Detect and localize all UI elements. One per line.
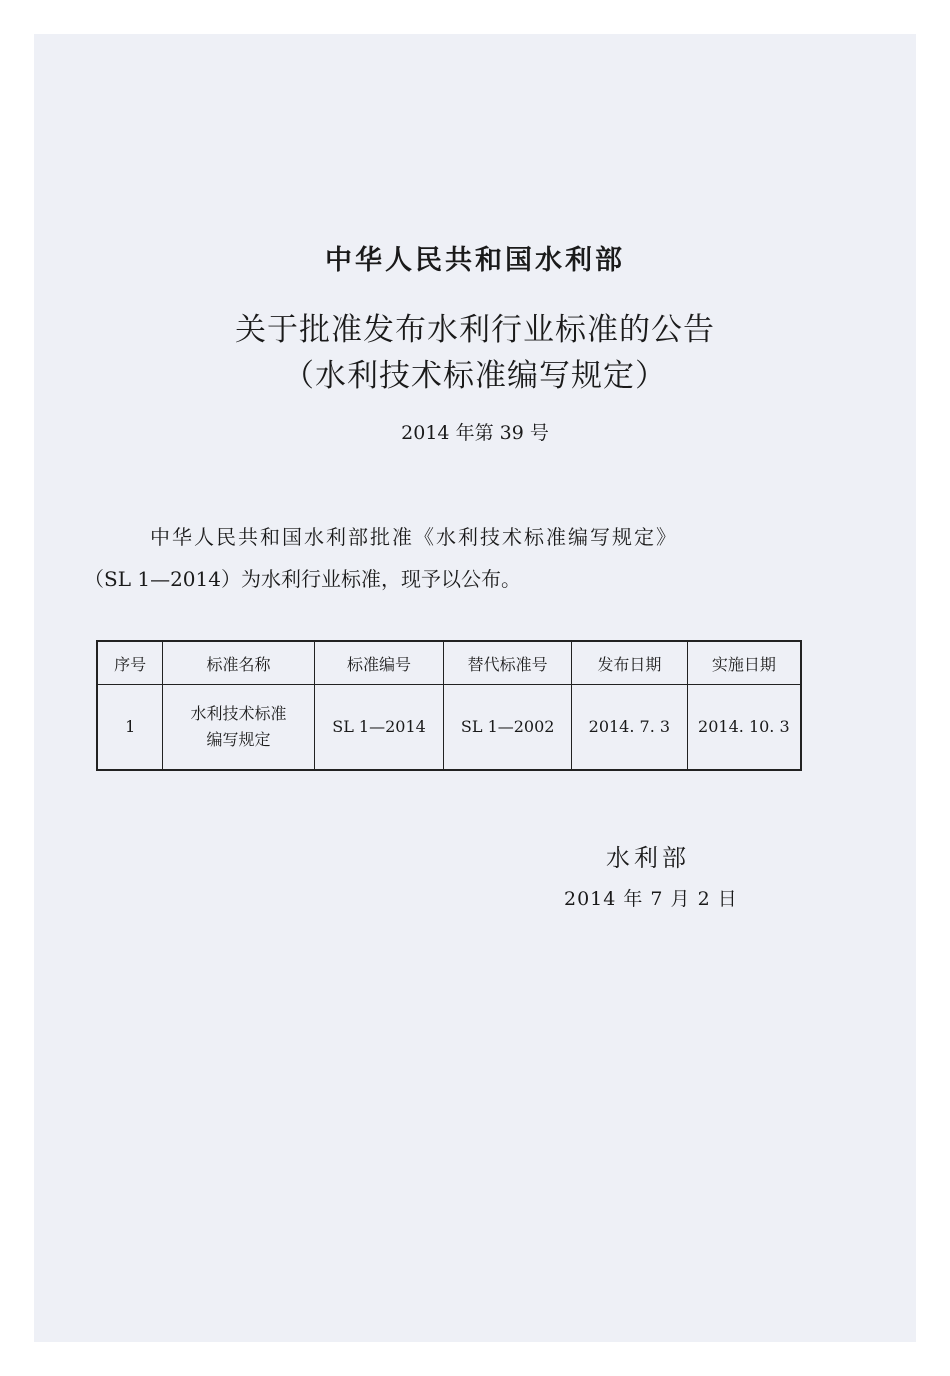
cell-effective-date: 2014. 10. 3 — [687, 685, 801, 771]
cell-standard-name-line-1: 水利技术标准 — [190, 704, 287, 723]
announcement-title: 关于批准发布水利行业标准的公告 — [235, 312, 715, 348]
announcement-subtitle: （水利技术标准编写规定） — [283, 358, 667, 394]
cell-standard-name — [163, 685, 314, 771]
header-standard-code: 标准编号 — [314, 641, 444, 685]
standards-table — [96, 640, 802, 771]
header-index: 序号 — [97, 641, 163, 685]
issuing-ministry: 中华人民共和国水利部 — [325, 245, 625, 276]
cell-replaced-code: SL 1—2002 — [444, 685, 572, 771]
body-text-line-2: （SL 1—2014）为水利行业标准，现予以公布。 — [84, 567, 521, 591]
signature-date: 2014 年 7 月 2 日 — [564, 888, 738, 910]
table-row — [97, 685, 801, 771]
cell-index: 1 — [97, 685, 163, 771]
body-text-line-1: 中华人民共和国水利部批准《水利技术标准编写规定》 — [150, 525, 678, 549]
header-replaced-code: 替代标准号 — [444, 641, 572, 685]
header-standard-name: 标准名称 — [163, 641, 314, 685]
header-publish-date: 发布日期 — [572, 641, 688, 685]
header-effective-date: 实施日期 — [687, 641, 801, 685]
document-page — [34, 34, 916, 1342]
document-number: 2014 年第 39 号 — [401, 422, 549, 444]
signature-organization: 水利部 — [606, 844, 690, 872]
cell-standard-name-line-2: 编写规定 — [206, 730, 271, 749]
table-header-row — [97, 641, 801, 685]
cell-publish-date: 2014. 7. 3 — [572, 685, 688, 771]
cell-standard-code: SL 1—2014 — [314, 685, 444, 771]
